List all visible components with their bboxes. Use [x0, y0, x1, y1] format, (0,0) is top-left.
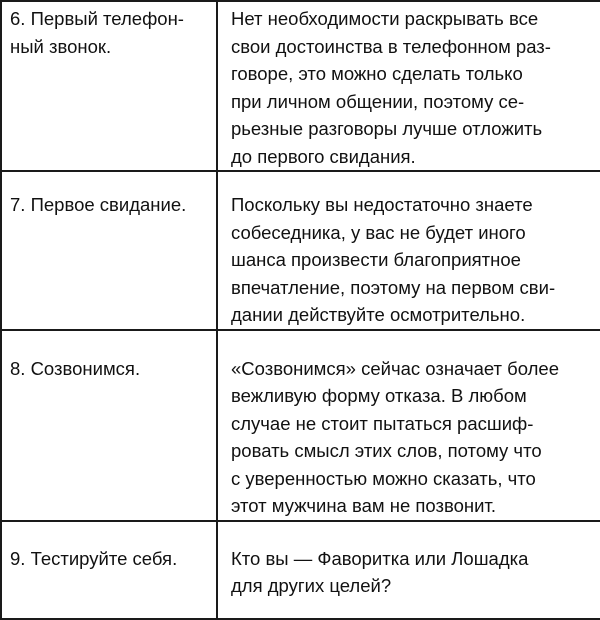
item-label: 7. Первое свидание.: [10, 194, 187, 215]
advice-cell: [217, 330, 600, 521]
table-row: [1, 171, 600, 330]
advice-text: Поскольку вы недостаточно знаете собеседника, у вас не будет иного шанса произвести благоприятное впечатление, поэтому на первом сви- дании действуйте осмотрительно.: [231, 194, 556, 325]
advice-text: Кто вы — Фаворитка или Лошадка для других целей?: [231, 547, 529, 596]
table-row: [1, 521, 600, 619]
advice-cell: [217, 171, 600, 330]
table-row: [1, 1, 600, 171]
item-cell: [1, 521, 217, 619]
advice-text: Нет необходимости раскрывать все свои достоинства в телефонном раз- говоре, это можно сделать только при личном общении, поэтому се- рьезные разговоры лучше отложить до первого свидания.: [231, 8, 551, 167]
advice-cell: [217, 1, 600, 171]
item-cell: [1, 330, 217, 521]
item-label: 9. Тестируйте себя.: [10, 547, 178, 569]
item-label: 8. Созвонимся.: [10, 357, 141, 379]
table-row: [1, 330, 600, 521]
advice-text: «Созвонимся» сейчас означает более вежливую форму отказа. В любом случае не стоит пытаться расшиф- ровать смысл этих слов, потому что с уверенностью можно сказать, что этот мужчина вам не позвонит.: [231, 357, 560, 516]
advice-cell: [217, 521, 600, 619]
item-cell: [1, 171, 217, 330]
item-cell: [1, 1, 217, 171]
item-label: 6. Первый телефон- ный звонок.: [10, 8, 184, 57]
